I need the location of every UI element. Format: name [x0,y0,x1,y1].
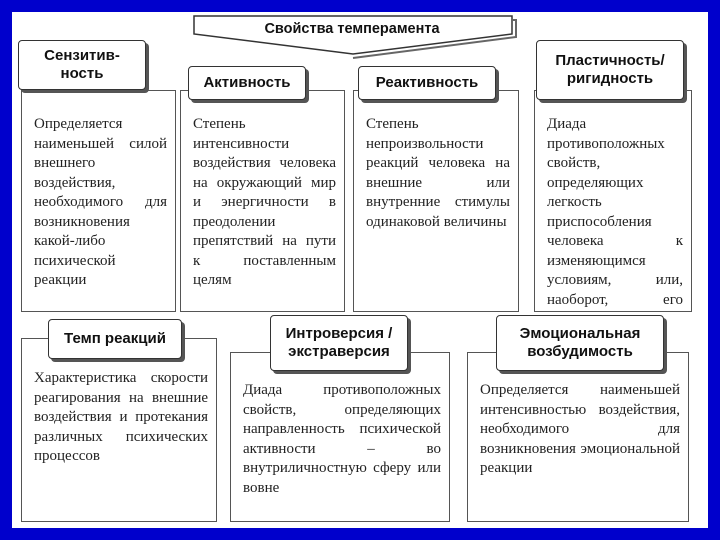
property-description: Степень непроизвольности реакций человека на внешние или внутренние стимулы одинаковой величины [366,116,510,230]
property-name-activity: Активность [188,66,306,100]
property-name-emotional: Эмоциональная возбудимость [496,315,664,371]
property-description: Диада противоположных свойств, определяющих направленность психической активности – во внутриличностную сферу или вовне [243,382,441,496]
property-box-introversion [230,352,450,522]
property-description: Степень интенсивности воздействия человека на окружающий мир и энергичности в преодолении препятствий на пути к поставленным целям [193,116,336,288]
diagram-sheet [12,12,708,528]
property-description: Характеристика скорости реагирования на внешние воздействия и протекания различных психических процессов [34,370,208,464]
property-name-tempo: Темп реакций [48,319,182,359]
property-box-emotional [467,352,689,522]
property-description: Определяется наименьшей интенсивностью воздействия, необходимого для возникновения эмоциональной реакции [480,382,680,476]
property-box-reactivity [353,90,519,312]
diagram-title: Свойства темперамента [264,21,440,37]
property-name-plasticity: Пластичность/ ригидность [536,40,684,100]
property-box-sensitivity [21,90,176,312]
property-name-reactivity: Реактивность [358,66,496,100]
property-box-tempo [21,338,217,522]
property-description: Определяется наименьшей силой внешнего воздействия, необходимого для возникновения какой-либо психической реакции [34,116,167,288]
property-box-activity [180,90,345,312]
property-name-introversion: Интроверсия / экстраверсия [270,315,408,371]
property-description: Диада противоположных свойств, определяющих легкость приспособления человека к изменяющимся условиям, или, наоборот, его [547,116,683,308]
property-name-sensitivity: Сензитив- ность [18,40,146,90]
property-box-plasticity [534,90,692,312]
